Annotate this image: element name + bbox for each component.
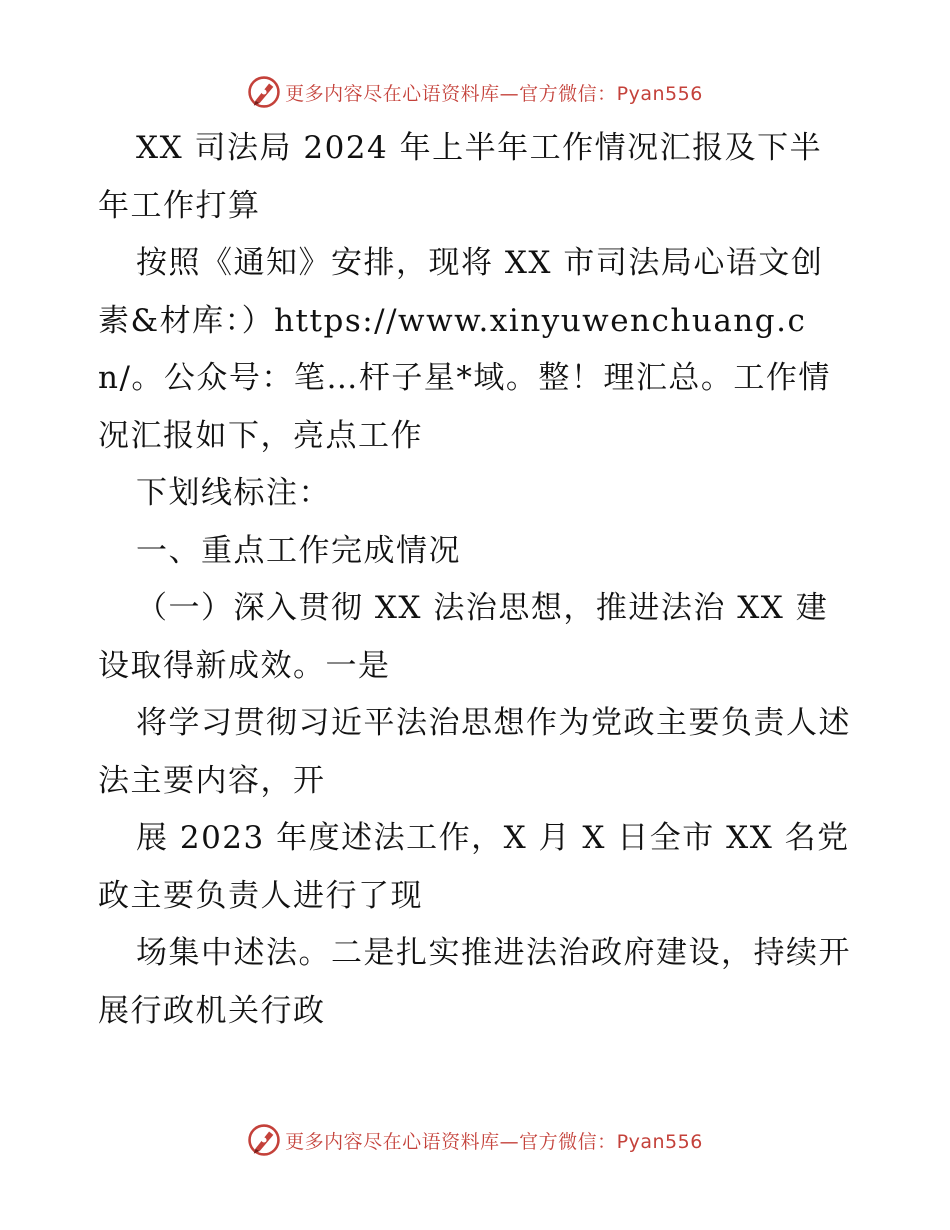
paragraph: 场集中述法。二是扎实推进法治政府建设，持续开展行政机关行政: [98, 935, 851, 1029]
paragraph: 展 2023 年度述法工作，X 月 X 日全市 XX 名党政主要负责人进行了现: [98, 820, 850, 914]
banner-separator: —: [499, 1130, 520, 1153]
header-banner: [0, 72, 950, 112]
paragraph: 一、重点工作完成情况: [136, 532, 461, 569]
paragraph: 下划线标注：: [136, 475, 331, 511]
paragraph: 将学习贯彻习近平法治思想作为党政主要负责人述法主要内容，开: [98, 705, 851, 799]
paragraph: 按照《通知》安排，现将 XX 市司法局心语文创素&材库：）https://www.xinyuwenchuang.cn/。公众号：笔…杆子星*域。整！理汇总。工作情况汇报如下，亮点工作: [98, 245, 831, 454]
pen-logo-icon: [247, 75, 281, 109]
document-title: XX 司法局 2024 年上半年工作情况汇报及下半年工作打算: [98, 130, 823, 224]
banner-title: 更多内容尽在心语资料库: [285, 82, 500, 105]
paragraph: （一）深入贯彻 XX 法治思想，推进法治 XX 建设取得新成效。一是: [98, 590, 829, 684]
banner-title: 更多内容尽在心语资料库: [285, 1130, 500, 1153]
banner-wechat: 官方微信：Pyan556: [519, 1130, 703, 1153]
pen-logo-icon: [247, 1123, 281, 1157]
document-body: [98, 120, 854, 1040]
banner-separator: —: [499, 82, 520, 105]
footer-banner: [0, 1120, 950, 1160]
banner-wechat: 官方微信：Pyan556: [519, 82, 703, 105]
